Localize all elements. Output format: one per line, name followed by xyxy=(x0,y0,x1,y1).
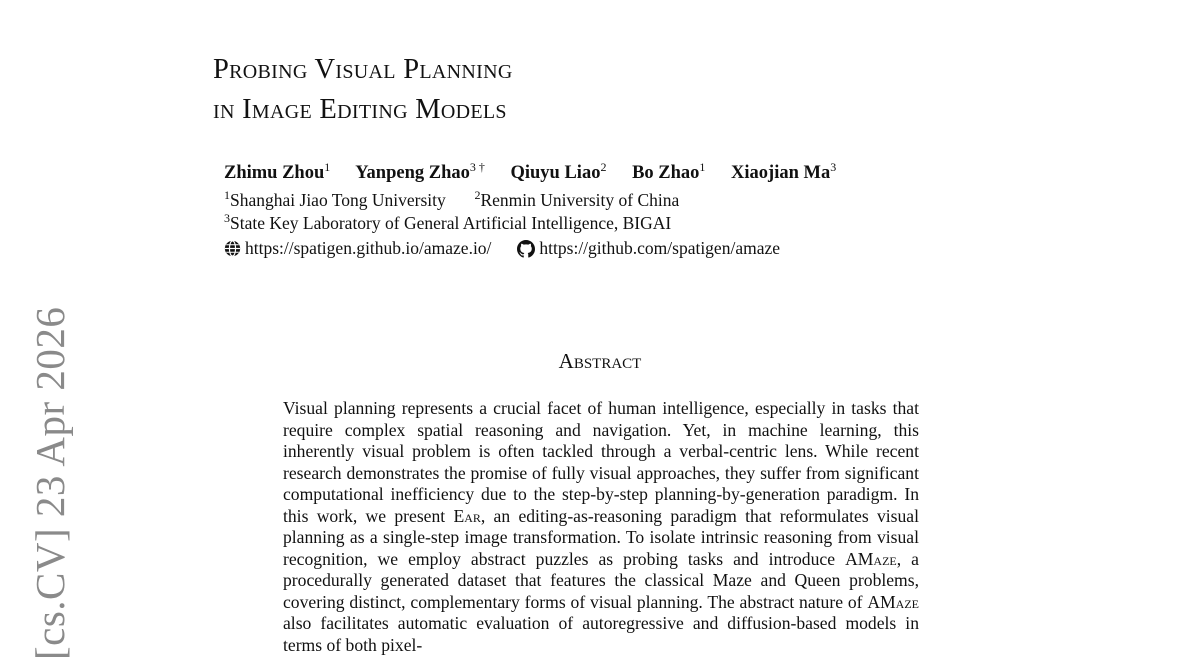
ear-name: Ear xyxy=(453,505,481,526)
amaze-name: AMaze xyxy=(867,591,919,612)
abstract-heading: Abstract xyxy=(558,349,642,373)
code-url: https://github.com/spatigen/amaze xyxy=(539,238,780,258)
affiliation-renmin: Renmin University of China xyxy=(480,189,680,210)
project-page-link[interactable] xyxy=(224,238,491,259)
project-url: https://spatigen.github.io/amaze.io/ xyxy=(245,238,492,258)
github-icon xyxy=(517,240,535,258)
arxiv-side-stamp: [cs.CV] 23 Apr 2026 xyxy=(27,306,73,660)
title-line-1: Probing Visual Planning xyxy=(213,54,513,85)
affiliation-bigai: State Key Laboratory of General Artificial Intelligence, BIGAI xyxy=(230,212,672,233)
paper-title xyxy=(213,50,513,130)
author-qiuyu-liao: Qiuyu Liao$^2$ xyxy=(510,160,607,184)
author-yanpeng-zhao: Yanpeng Zhao$^{3 \dagger}$ xyxy=(355,160,485,184)
amaze-name: AMaze xyxy=(845,548,897,569)
author-bo-zhao: Bo Zhao$^1$ xyxy=(632,160,706,184)
title-line-2: in Image Editing Models xyxy=(213,94,507,125)
affiliations-line-1: $^1$Shanghai Jiao Tong University $^2$Renmin University of China xyxy=(224,188,680,210)
affiliations-line-2: $^3$State Key Laboratory of General Artificial Intelligence, BIGAI xyxy=(224,211,672,233)
abstract-text: Visual planning represents a crucial facet of human intelligence, especially in tasks that require complex spatial reasoning and navigation. Yet, in machine learning, this inherently visual problem is often tackled through a verbal-centric lens. While recent research demonstrates the promise of fully visual approaches, they suffer from significant computational inefficiency due to the step-by-step planning-by-generation paradigm. In this work, we present Ear, an editing-as-reasoning paradigm that reformulates visual planning as a single-step image transformation. To isolate intrinsic reasoning from visual recognition, we employ abstract puzzles as probing tasks and introduce AMaze, a procedurally generated dataset that features the classical Maze and Queen problems, covering distinct, complementary forms of visual planning. The abstract nature of AMaze also facilitates automatic evaluation of autoregressive and diffusion-based models in terms of both pixel- xyxy=(283,398,919,655)
author-zhimu-zhou: Zhimu Zhou$^1$ xyxy=(224,160,331,184)
globe-icon xyxy=(224,240,241,257)
code-repo-link[interactable] xyxy=(517,238,780,259)
author-xiaojian-ma: Xiaojian Ma$^3$ xyxy=(731,160,837,184)
affiliation-sjtu: Shanghai Jiao Tong University xyxy=(230,189,446,210)
links-row xyxy=(224,238,780,259)
author-list xyxy=(224,160,857,184)
